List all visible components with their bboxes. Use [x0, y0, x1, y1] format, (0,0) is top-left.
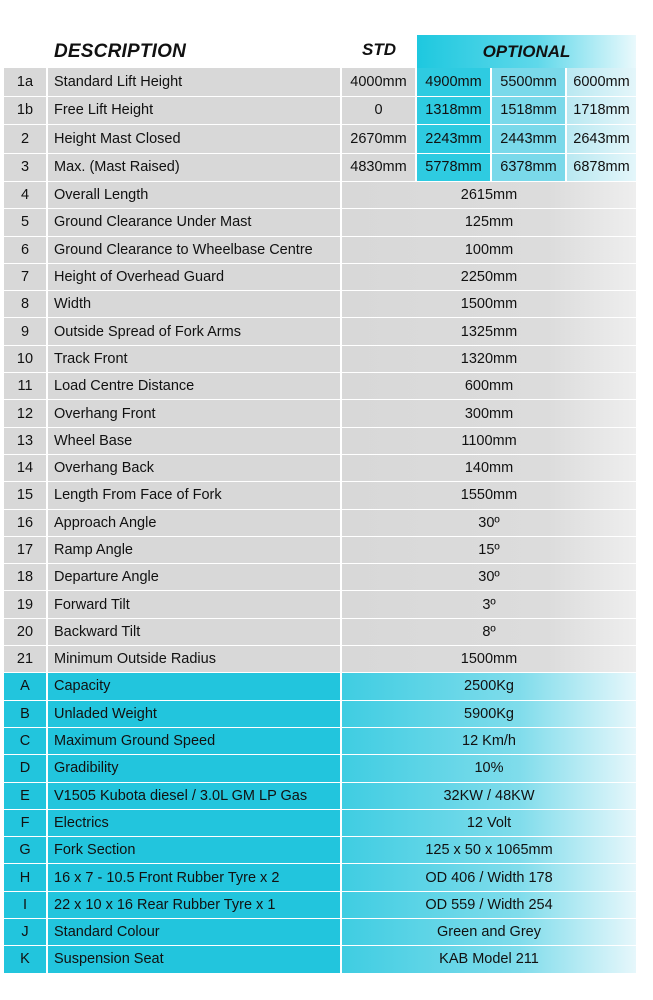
row-value: 1550mm — [342, 482, 636, 508]
table-row — [4, 945, 636, 972]
row-number: 1b — [4, 97, 48, 125]
row-label: 16 x 7 - 10.5 Front Rubber Tyre x 2 — [48, 864, 342, 890]
row-label: Unladed Weight — [48, 701, 342, 727]
table-row — [4, 700, 636, 727]
table-row — [4, 891, 636, 918]
table-row — [4, 863, 636, 890]
row-number: 17 — [4, 537, 48, 563]
row-number: 3 — [4, 154, 48, 182]
table-body — [4, 68, 636, 973]
optional-value: 1318mm — [417, 97, 492, 125]
table-row — [4, 290, 636, 317]
row-value: 30º — [342, 564, 636, 590]
description-heading: DESCRIPTION — [54, 41, 187, 62]
row-number: 16 — [4, 510, 48, 536]
std-value: 0 — [342, 97, 417, 125]
table-row — [4, 590, 636, 617]
row-label: Ramp Angle — [48, 537, 342, 563]
row-label: Length From Face of Fork — [48, 482, 342, 508]
row-label: Fork Section — [48, 837, 342, 863]
row-number: 15 — [4, 482, 48, 508]
row-number: E — [4, 783, 48, 809]
table-row — [4, 153, 636, 182]
row-value: 32KW / 48KW — [342, 783, 636, 809]
row-label: Standard Lift Height — [48, 68, 342, 96]
row-label: Load Centre Distance — [48, 373, 342, 399]
row-number: 9 — [4, 318, 48, 344]
row-label: Standard Colour — [48, 919, 342, 945]
row-label: Ground Clearance Under Mast — [48, 209, 342, 235]
row-label: Height of Overhead Guard — [48, 264, 342, 290]
table-row — [4, 918, 636, 945]
row-number: 6 — [4, 237, 48, 263]
row-value: 300mm — [342, 400, 636, 426]
table-row — [4, 754, 636, 781]
row-label: Capacity — [48, 673, 342, 699]
row-value: OD 559 / Width 254 — [342, 892, 636, 918]
row-value: 600mm — [342, 373, 636, 399]
row-value: 2250mm — [342, 264, 636, 290]
row-value: 15º — [342, 537, 636, 563]
row-label: 22 x 10 x 16 Rear Rubber Tyre x 1 — [48, 892, 342, 918]
row-number: 21 — [4, 646, 48, 672]
row-label: Track Front — [48, 346, 342, 372]
row-number: 20 — [4, 619, 48, 645]
row-label: Ground Clearance to Wheelbase Centre — [48, 237, 342, 263]
row-value: 10% — [342, 755, 636, 781]
row-label: Overall Length — [48, 182, 342, 208]
row-number: 12 — [4, 400, 48, 426]
row-label: Width — [48, 291, 342, 317]
table-row — [4, 68, 636, 96]
row-value: 2615mm — [342, 182, 636, 208]
row-number: A — [4, 673, 48, 699]
row-value: 125mm — [342, 209, 636, 235]
row-number: B — [4, 701, 48, 727]
optional-value: 1718mm — [567, 97, 636, 125]
table-row — [4, 618, 636, 645]
table-row — [4, 454, 636, 481]
row-number: C — [4, 728, 48, 754]
std-value: 2670mm — [342, 125, 417, 153]
row-value: 1100mm — [342, 428, 636, 454]
row-value: 1500mm — [342, 291, 636, 317]
row-value: 1325mm — [342, 318, 636, 344]
std-value: 4000mm — [342, 68, 417, 96]
row-label: Suspension Seat — [48, 946, 342, 972]
row-label: Backward Tilt — [48, 619, 342, 645]
spec-table — [4, 35, 636, 973]
row-label: Outside Spread of Fork Arms — [48, 318, 342, 344]
row-value: 30º — [342, 510, 636, 536]
row-number: D — [4, 755, 48, 781]
table-header — [4, 35, 636, 68]
row-number: K — [4, 946, 48, 972]
row-value: Green and Grey — [342, 919, 636, 945]
std-value: 4830mm — [342, 154, 417, 182]
row-number: F — [4, 810, 48, 836]
row-value: 5900Kg — [342, 701, 636, 727]
row-label: Overhang Back — [48, 455, 342, 481]
row-label: Free Lift Height — [48, 97, 342, 125]
table-row — [4, 124, 636, 153]
row-number: 18 — [4, 564, 48, 590]
row-label: Electrics — [48, 810, 342, 836]
row-number: 4 — [4, 182, 48, 208]
row-label: V1505 Kubota diesel / 3.0L GM LP Gas — [48, 783, 342, 809]
row-number: 5 — [4, 209, 48, 235]
optional-value: 5500mm — [492, 68, 567, 96]
row-value: 1320mm — [342, 346, 636, 372]
row-number: 8 — [4, 291, 48, 317]
row-number: H — [4, 864, 48, 890]
row-label: Max. (Mast Raised) — [48, 154, 342, 182]
table-row — [4, 672, 636, 699]
row-value: 125 x 50 x 1065mm — [342, 837, 636, 863]
table-row — [4, 317, 636, 344]
table-row — [4, 427, 636, 454]
optional-value: 2643mm — [567, 125, 636, 153]
optional-value: 2243mm — [417, 125, 492, 153]
row-label: Minimum Outside Radius — [48, 646, 342, 672]
row-value: 2500Kg — [342, 673, 636, 699]
table-row — [4, 481, 636, 508]
table-row — [4, 836, 636, 863]
table-row — [4, 399, 636, 426]
std-heading: STD — [362, 40, 396, 59]
row-number: I — [4, 892, 48, 918]
row-number: 19 — [4, 591, 48, 617]
table-row — [4, 345, 636, 372]
row-number: G — [4, 837, 48, 863]
table-row — [4, 181, 636, 208]
row-value: 8º — [342, 619, 636, 645]
row-value: OD 406 / Width 178 — [342, 864, 636, 890]
row-number: 14 — [4, 455, 48, 481]
row-label: Forward Tilt — [48, 591, 342, 617]
optional-value: 6378mm — [492, 154, 567, 182]
optional-heading: OPTIONAL — [417, 35, 636, 68]
row-number: 11 — [4, 373, 48, 399]
table-row — [4, 782, 636, 809]
table-row — [4, 727, 636, 754]
table-row — [4, 236, 636, 263]
row-number: 2 — [4, 125, 48, 153]
table-row — [4, 563, 636, 590]
row-value: 12 Km/h — [342, 728, 636, 754]
table-row — [4, 96, 636, 125]
row-number: 7 — [4, 264, 48, 290]
row-value: 100mm — [342, 237, 636, 263]
row-label: Gradibility — [48, 755, 342, 781]
row-label: Departure Angle — [48, 564, 342, 590]
optional-value: 6878mm — [567, 154, 636, 182]
optional-value: 4900mm — [417, 68, 492, 96]
row-value: 1500mm — [342, 646, 636, 672]
optional-value: 2443mm — [492, 125, 567, 153]
row-label: Overhang Front — [48, 400, 342, 426]
row-number: 1a — [4, 68, 48, 96]
row-label: Wheel Base — [48, 428, 342, 454]
row-value: 140mm — [342, 455, 636, 481]
table-row — [4, 263, 636, 290]
optional-value: 1518mm — [492, 97, 567, 125]
table-row — [4, 809, 636, 836]
row-number: 13 — [4, 428, 48, 454]
table-row — [4, 208, 636, 235]
table-row — [4, 372, 636, 399]
optional-value: 5778mm — [417, 154, 492, 182]
table-row — [4, 509, 636, 536]
table-row — [4, 645, 636, 672]
row-label: Maximum Ground Speed — [48, 728, 342, 754]
row-value: 12 Volt — [342, 810, 636, 836]
row-number: 10 — [4, 346, 48, 372]
row-number: J — [4, 919, 48, 945]
table-row — [4, 536, 636, 563]
row-label: Height Mast Closed — [48, 125, 342, 153]
row-value: KAB Model 211 — [342, 946, 636, 972]
row-value: 3º — [342, 591, 636, 617]
optional-value: 6000mm — [567, 68, 636, 96]
row-label: Approach Angle — [48, 510, 342, 536]
